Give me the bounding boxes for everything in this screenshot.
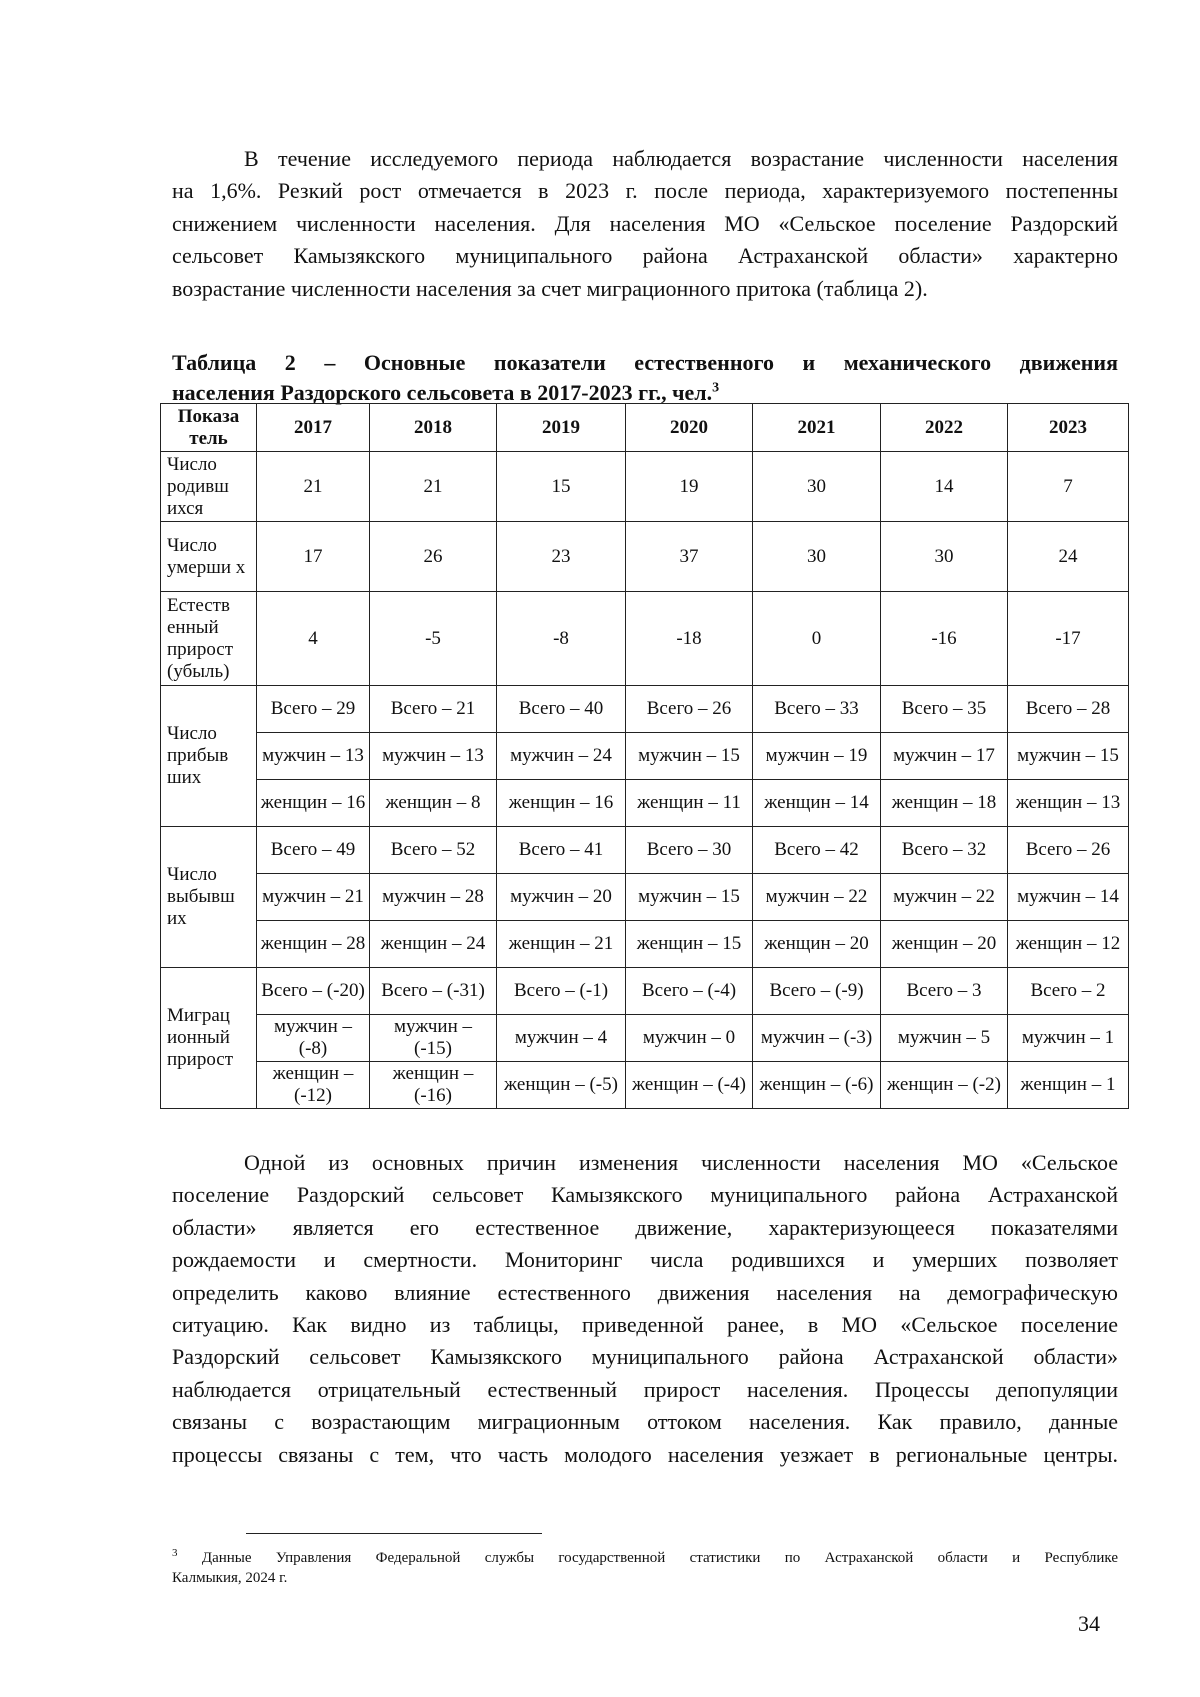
row-label: Число прибыв ших <box>161 686 257 827</box>
caption-line <box>172 380 719 405</box>
table-cell: мужчин – 15 <box>626 733 753 780</box>
table-cell: мужчин – (-8) <box>257 1015 370 1062</box>
year-header: 2023 <box>1008 404 1129 452</box>
table-cell: Всего – 29 <box>257 686 370 733</box>
table-cell: женщин – 24 <box>370 921 497 968</box>
table-cell: мужчин – 13 <box>257 733 370 780</box>
table-cell: женщин – 21 <box>497 921 626 968</box>
paragraph-line: рождаемости и смертности. Мониторинг числа родившихся и умерших позволяет <box>172 1247 1118 1273</box>
table-row <box>161 592 1129 686</box>
table-cell: женщин – 14 <box>753 780 881 827</box>
table-cell: Всего – 32 <box>881 827 1008 874</box>
caption-line: Таблица 2 – Основные показатели естественного и механического движения <box>172 350 1118 375</box>
table-cell: мужчин – 22 <box>753 874 881 921</box>
year-header: 2020 <box>626 404 753 452</box>
table-cell: женщин – 12 <box>1008 921 1129 968</box>
table-cell: Всего – 40 <box>497 686 626 733</box>
table-cell: женщин – (-12) <box>257 1062 370 1109</box>
paragraph-line: процессы связаны с тем, что часть молодого населения уезжает в региональные центры. <box>172 1441 1118 1467</box>
table-row <box>161 1062 1129 1109</box>
footnote <box>172 1543 1118 1588</box>
row-label: Число умерши х <box>161 522 257 592</box>
table-cell: женщин – 20 <box>881 921 1008 968</box>
table-cell: женщин – (-5) <box>497 1062 626 1109</box>
paragraph-line: возрастание численности населения за счет миграционного притока (таблица 2). <box>172 275 928 301</box>
table-cell: Всего – 30 <box>626 827 753 874</box>
table-cell: Всего – (-20) <box>257 968 370 1015</box>
table-row <box>161 968 1129 1015</box>
analysis-paragraph <box>172 1147 1118 1471</box>
table-cell: Всего – 26 <box>1008 827 1129 874</box>
table-cell: 37 <box>626 522 753 592</box>
table-cell: мужчин – 21 <box>257 874 370 921</box>
table-cell: женщин – 8 <box>370 780 497 827</box>
table-cell: Всего – (-9) <box>753 968 881 1015</box>
table-cell: 19 <box>626 452 753 522</box>
table-cell: 30 <box>881 522 1008 592</box>
table-cell: 4 <box>257 592 370 686</box>
table-cell: -5 <box>370 592 497 686</box>
table-cell: Всего – 21 <box>370 686 497 733</box>
table-row <box>161 921 1129 968</box>
table-cell: женщин – 1 <box>1008 1062 1129 1109</box>
table-cell: мужчин – 4 <box>497 1015 626 1062</box>
table-cell: мужчин – 15 <box>1008 733 1129 780</box>
page-number: 34 <box>1078 1611 1100 1636</box>
header-row <box>161 404 1129 452</box>
intro-paragraph <box>172 143 1118 305</box>
table-cell: 23 <box>497 522 626 592</box>
caption-text: населения Раздорского сельсовета в 2017-2023 гг., чел. <box>172 380 713 406</box>
table-caption <box>172 350 1118 406</box>
table-cell: 30 <box>753 452 881 522</box>
table-cell: 7 <box>1008 452 1129 522</box>
table-cell: мужчин – 5 <box>881 1015 1008 1062</box>
table-row <box>161 827 1129 874</box>
table-cell: 15 <box>497 452 626 522</box>
paragraph-line: Раздорский сельсовет Камызякского муниципального района Астраханской области» <box>172 1344 1118 1370</box>
row-label: Число родивш ихся <box>161 452 257 522</box>
table-cell: 0 <box>753 592 881 686</box>
row-label: Миграц ионный прирост <box>161 968 257 1109</box>
table-row <box>161 686 1129 733</box>
table-cell: мужчин – 14 <box>1008 874 1129 921</box>
table-cell: 14 <box>881 452 1008 522</box>
year-header: 2018 <box>370 404 497 452</box>
table-row <box>161 874 1129 921</box>
table-cell: мужчин – 15 <box>626 874 753 921</box>
table-cell: Всего – 26 <box>626 686 753 733</box>
year-header: 2022 <box>881 404 1008 452</box>
footnote-ref: 3 <box>712 381 720 396</box>
table-row <box>161 733 1129 780</box>
table-cell: -17 <box>1008 592 1129 686</box>
table-cell: Всего – 41 <box>497 827 626 874</box>
year-header: 2019 <box>497 404 626 452</box>
paragraph-line: определить каково влияние естественного движения населения на демографическую <box>172 1279 1118 1305</box>
table-row <box>161 1015 1129 1062</box>
table-cell: женщин – (-16) <box>370 1062 497 1109</box>
paragraph-line: на 1,6%. Резкий рост отмечается в 2023 г. после периода, характеризуемого постепенны <box>172 178 1118 204</box>
table-cell: Всего – 52 <box>370 827 497 874</box>
paragraph-line: В течение исследуемого периода наблюдается возрастание численности населения <box>244 146 1118 171</box>
table-cell: 21 <box>257 452 370 522</box>
table-cell: -16 <box>881 592 1008 686</box>
table-cell: женщин – (-4) <box>626 1062 753 1109</box>
table-cell: мужчин – (-15) <box>370 1015 497 1062</box>
year-header: 2017 <box>257 404 370 452</box>
table-cell: 17 <box>257 522 370 592</box>
table-cell: женщин – 18 <box>881 780 1008 827</box>
table-cell: женщин – (-2) <box>881 1062 1008 1109</box>
population-table <box>160 403 1129 1109</box>
table-cell: Всего – 35 <box>881 686 1008 733</box>
table-cell: Всего – (-31) <box>370 968 497 1015</box>
table-cell: Всего – 2 <box>1008 968 1129 1015</box>
footnote-divider <box>246 1533 542 1534</box>
table-cell: мужчин – 19 <box>753 733 881 780</box>
paragraph-line: ситуацию. Как видно из таблицы, приведенной ранее, в МО «Сельское поселение <box>172 1312 1118 1338</box>
table-cell: 26 <box>370 522 497 592</box>
table-cell: Всего – 3 <box>881 968 1008 1015</box>
table-row <box>161 522 1129 592</box>
row-label: Число выбывш их <box>161 827 257 968</box>
table-cell: женщин – 28 <box>257 921 370 968</box>
table-cell: женщин – 13 <box>1008 780 1129 827</box>
table-cell: мужчин – 28 <box>370 874 497 921</box>
paragraph-line: Одной из основных причин изменения численности населения МО «Сельское <box>244 1150 1118 1175</box>
table-cell: мужчин – (-3) <box>753 1015 881 1062</box>
footnote-marker: 3 <box>172 1547 178 1559</box>
table-cell: мужчин – 20 <box>497 874 626 921</box>
footnote-text: Данные Управления Федеральной службы государственной статистики по Астраханской области и Республике <box>201 1550 1119 1566</box>
table-cell: мужчин – 0 <box>626 1015 753 1062</box>
year-header: 2021 <box>753 404 881 452</box>
table-cell: -8 <box>497 592 626 686</box>
table-cell: 30 <box>753 522 881 592</box>
paragraph-line: области» является его естественное движение, характеризующееся показателями <box>172 1214 1118 1240</box>
paragraph-line: сельсовет Камызякского муниципального района Астраханской области» характерно <box>172 243 1118 269</box>
table-cell: Всего – 33 <box>753 686 881 733</box>
table-cell: мужчин – 17 <box>881 733 1008 780</box>
table-cell: женщин – 20 <box>753 921 881 968</box>
table-cell: женщин – (-6) <box>753 1062 881 1109</box>
table-cell: женщин – 16 <box>257 780 370 827</box>
table-cell: Всего – 28 <box>1008 686 1129 733</box>
table-row <box>161 780 1129 827</box>
row-label: Естеств енный прирост (убыль) <box>161 592 257 686</box>
footnote-line: Калмыкия, 2024 г. <box>172 1570 288 1586</box>
table-cell: мужчин – 1 <box>1008 1015 1129 1062</box>
table-cell: Всего – 42 <box>753 827 881 874</box>
table-cell: женщин – 11 <box>626 780 753 827</box>
table-cell: мужчин – 24 <box>497 733 626 780</box>
footnote-line <box>172 1543 1118 1568</box>
paragraph-line: связаны с возрастающим миграционным оттоком населения. Как правило, данные <box>172 1409 1118 1435</box>
table-row <box>161 452 1129 522</box>
paragraph-line: наблюдается отрицательный естественный прирост населения. Процессы депопуляции <box>172 1376 1118 1402</box>
table-cell: женщин – 15 <box>626 921 753 968</box>
paragraph-line: снижением численности населения. Для населения МО «Сельское поселение Раздорский <box>172 210 1118 236</box>
paragraph-line: поселение Раздорский сельсовет Камызякского муниципального района Астраханской <box>172 1182 1118 1208</box>
table-cell: -18 <box>626 592 753 686</box>
table-cell: Всего – (-1) <box>497 968 626 1015</box>
table-cell: 24 <box>1008 522 1129 592</box>
table-cell: Всего – 49 <box>257 827 370 874</box>
table-cell: Всего – (-4) <box>626 968 753 1015</box>
table-cell: мужчин – 22 <box>881 874 1008 921</box>
table-cell: женщин – 16 <box>497 780 626 827</box>
table-cell: 21 <box>370 452 497 522</box>
table-cell: мужчин – 13 <box>370 733 497 780</box>
header-label: Показа тель <box>161 404 257 452</box>
